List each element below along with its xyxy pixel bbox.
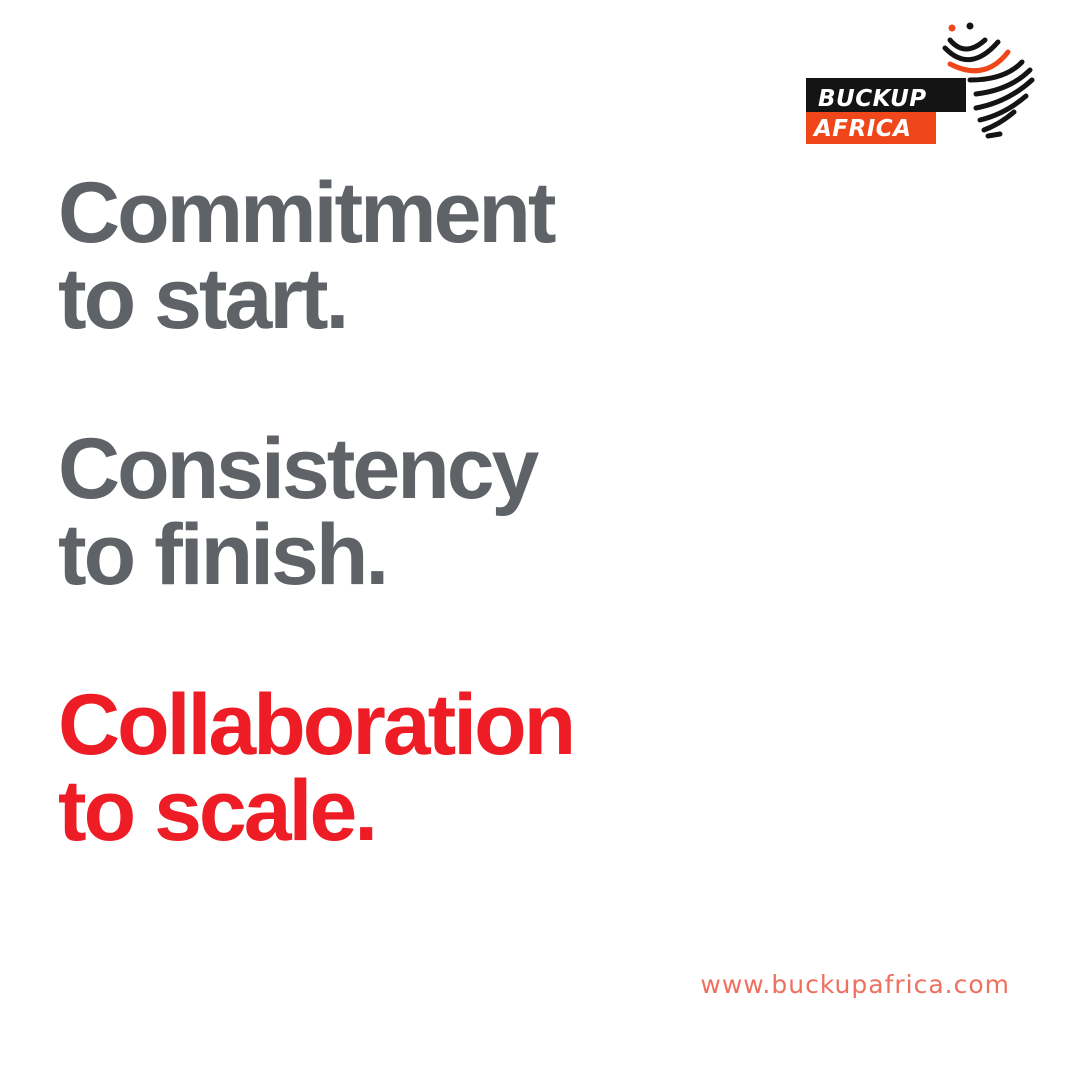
statement-line: to scale. bbox=[58, 763, 376, 859]
statement-commitment bbox=[58, 165, 758, 347]
statement-line: to start. bbox=[58, 251, 347, 347]
logo-word-top: BUCKUP bbox=[818, 86, 927, 112]
headline-block bbox=[58, 165, 758, 859]
statement-line: Collaboration bbox=[58, 677, 574, 773]
logo-word-bottom: AFRICA bbox=[814, 116, 912, 142]
statement-line: Consistency bbox=[58, 421, 537, 517]
website-link[interactable]: www.buckupafrica.com bbox=[700, 970, 1010, 999]
buckup-africa-logo bbox=[800, 18, 1050, 148]
statement-line: to finish. bbox=[58, 507, 387, 603]
statement-line: Commitment bbox=[58, 165, 554, 261]
logo-mark bbox=[800, 18, 1050, 148]
statement-consistency bbox=[58, 421, 758, 603]
statement-collaboration bbox=[58, 677, 758, 859]
